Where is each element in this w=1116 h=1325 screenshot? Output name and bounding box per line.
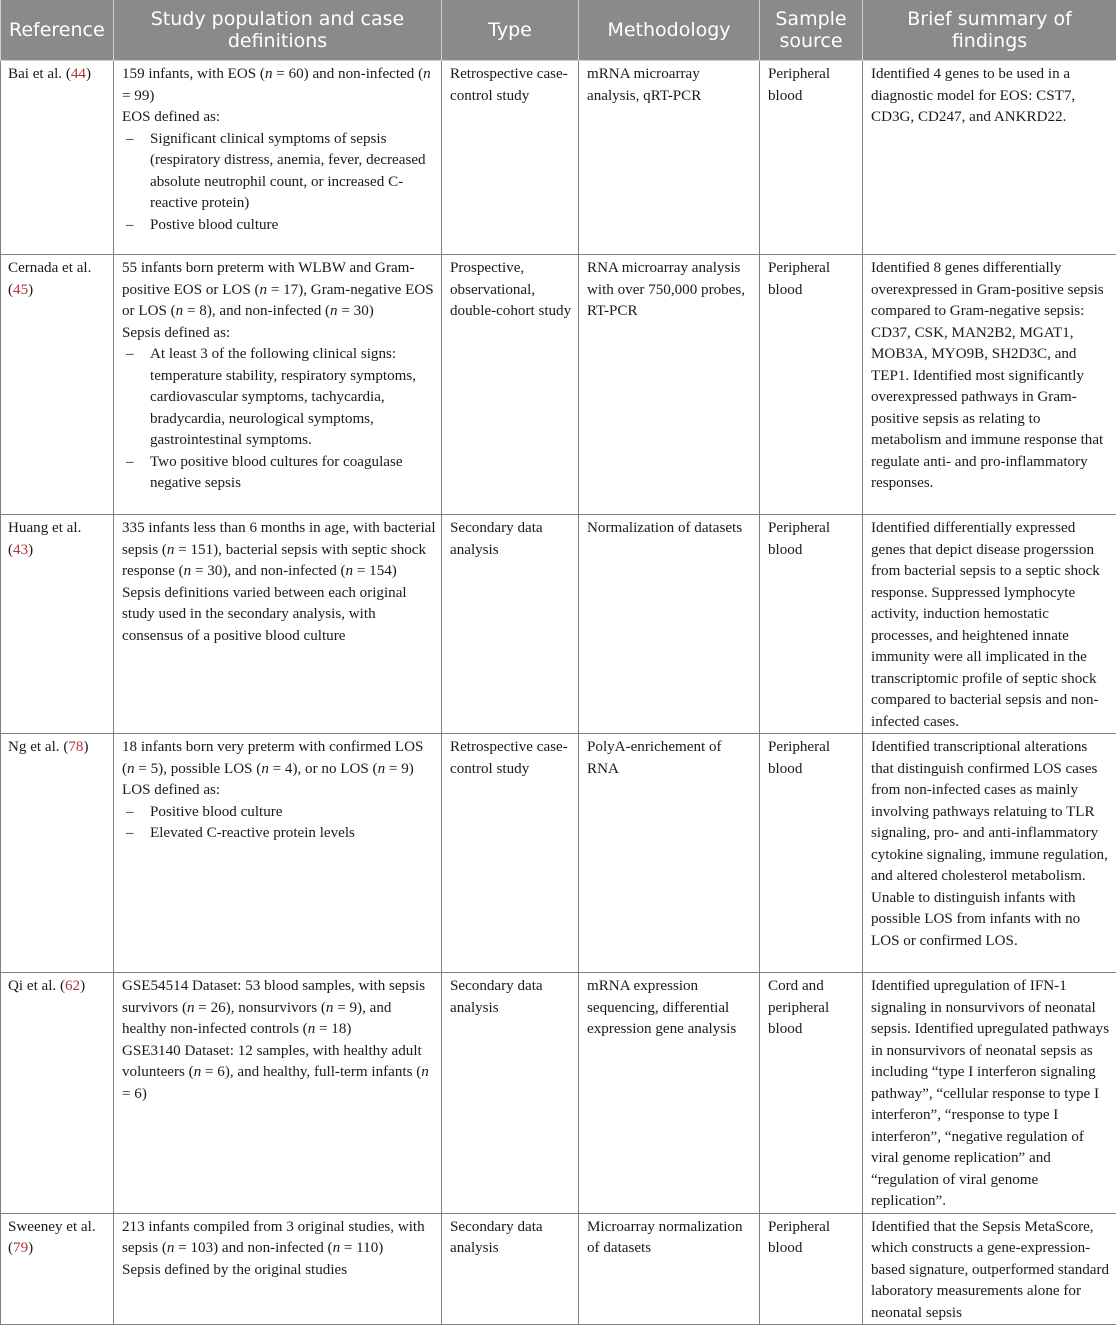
population-cell: 55 infants born preterm with WLBW and Gram-positive EOS or LOS (n = 17), Gram-negative EOS or LOS (n = 8), and non-infected (n = 30) Sepsis defined as: – At least 3 of the following clinical signs: temperature stability, respiratory symptoms, cardiovascular symptoms, tachycardia, bradycardia, neurological symptoms, gastrointestinal symptoms. – Two positive blood cultures for coagulase negative sepsis bbox=[114, 255, 442, 515]
table-row bbox=[1, 1213, 1116, 1325]
type-cell: Secondary data analysis bbox=[442, 973, 579, 1214]
type-cell: Retrospective case-control study bbox=[442, 734, 579, 973]
methodology-cell: Normalization of datasets bbox=[579, 515, 760, 734]
reference-cell: Huang et al. (43) bbox=[1, 515, 114, 734]
sample-source-cell: Peripheral blood bbox=[760, 515, 863, 734]
methodology-cell: Microarray normalization of datasets bbox=[579, 1213, 760, 1325]
methodology-cell: PolyA-enrichement of RNA bbox=[579, 734, 760, 973]
findings-cell: Identified 8 genes differentially overexpressed in Gram-positive sepsis compared to Gram-negative sepsis: CD37, CSK, MAN2B2, MGAT1, MOB3A, MYO9B, SH2D3C, and TEP1. Identified most significantly overexpressed pathways in Gram-positive sepsis as relating to metabolism and immune response that regulate anti- and pro-inflammatory responses. bbox=[863, 255, 1116, 515]
reference-link[interactable]: 62 bbox=[65, 978, 80, 994]
reference-link[interactable]: 45 bbox=[13, 282, 28, 298]
findings-cell: Identified 4 genes to be used in a diagnostic model for EOS: CST7, CD3G, CD247, and ANKRD22. bbox=[863, 61, 1116, 255]
population-cell: 159 infants, with EOS (n = 60) and non-infected (n = 99) EOS defined as: – Significant clinical symptoms of sepsis (respiratory distress, anemia, fever, decreased absolute neutrophil count, or increased C-reactive protein) – Postive blood culture bbox=[114, 61, 442, 255]
findings-cell: Identified differentially expressed genes that depict disease progerssion from bacterial sepsis to a septic shock response. Suppressed lymphocyte activity, induction hemostatic processes, and heightened innate immunity were all implicated in the transcriptomic profile of septic shock compared to bacterial sepsis and non-infected cases. bbox=[863, 515, 1116, 734]
population-cell: 18 infants born very preterm with confirmed LOS (n = 5), possible LOS (n = 4), or no LOS (n = 9) LOS defined as: – Positive blood culture – Elevated C-reactive protein levels bbox=[114, 734, 442, 973]
reference-link[interactable]: 79 bbox=[13, 1240, 28, 1256]
header-findings: Brief summary of findings bbox=[863, 0, 1116, 61]
type-cell: Secondary data analysis bbox=[442, 515, 579, 734]
reference-cell: Ng et al. (78) bbox=[1, 734, 114, 973]
list-item: – Two positive blood cultures for coagulase negative sepsis bbox=[122, 452, 437, 495]
reference-link[interactable]: 78 bbox=[68, 739, 83, 755]
reference-link[interactable]: 43 bbox=[13, 542, 28, 558]
table-row bbox=[1, 61, 1116, 255]
methodology-cell: mRNA expression sequencing, differential expression gene analysis bbox=[579, 973, 760, 1214]
table-row bbox=[1, 515, 1116, 734]
table-row bbox=[1, 734, 1116, 973]
header-sample-source: Sample source bbox=[760, 0, 863, 61]
sample-source-cell: Peripheral blood bbox=[760, 1213, 863, 1325]
sample-source-cell: Cord and peripheral blood bbox=[760, 973, 863, 1214]
population-cell: GSE54514 Dataset: 53 blood samples, with sepsis survivors (n = 26), nonsurvivors (n = 9), and healthy non-infected controls (n = 18) GSE3140 Dataset: 12 samples, with healthy adult volunteers (n = 6), and healthy, full-term infants (n = 6) bbox=[114, 973, 442, 1214]
sample-source-cell: Peripheral blood bbox=[760, 61, 863, 255]
header-type: Type bbox=[442, 0, 579, 61]
sample-source-cell: Peripheral blood bbox=[760, 734, 863, 973]
sample-source-cell: Peripheral blood bbox=[760, 255, 863, 515]
list-item: – At least 3 of the following clinical signs: temperature stability, respiratory symptoms, cardiovascular symptoms, tachycardia, bradycardia, neurological symptoms, gastrointestinal symptoms. bbox=[122, 344, 437, 452]
type-cell: Retrospective case-control study bbox=[442, 61, 579, 255]
methodology-cell: RNA microarray analysis with over 750,000 probes, RT-PCR bbox=[579, 255, 760, 515]
population-cell: 335 infants less than 6 months in age, with bacterial sepsis (n = 151), bacterial sepsis with septic shock response (n = 30), and non-infected (n = 154) Sepsis definitions varied between each original study used in the secondary analysis, with consensus of a positive blood culture bbox=[114, 515, 442, 734]
reference-cell: Qi et al. (62) bbox=[1, 973, 114, 1214]
population-cell: 213 infants compiled from 3 original studies, with sepsis (n = 103) and non-infected (n = 110) Sepsis defined by the original studies bbox=[114, 1213, 442, 1325]
header-reference: Reference bbox=[1, 0, 114, 61]
header-population: Study population and case definitions bbox=[114, 0, 442, 61]
table-row bbox=[1, 255, 1116, 515]
methodology-cell: mRNA microarray analysis, qRT-PCR bbox=[579, 61, 760, 255]
reference-cell: Cernada et al. (45) bbox=[1, 255, 114, 515]
table-row bbox=[1, 973, 1116, 1214]
header-row bbox=[1, 0, 1116, 61]
list-item: – Postive blood culture bbox=[122, 215, 437, 237]
reference-link[interactable]: 44 bbox=[71, 66, 86, 82]
findings-cell: Identified that the Sepsis MetaScore, which constructs a gene-expression-based signature, outperformed standard laboratory measurements alone for neonatal sepsis bbox=[863, 1213, 1116, 1325]
list-item: – Significant clinical symptoms of sepsis (respiratory distress, anemia, fever, decreased absolute neutrophil count, or increased C-reactive protein) bbox=[122, 129, 437, 215]
list-item: – Positive blood culture bbox=[122, 802, 437, 824]
header-methodology: Methodology bbox=[579, 0, 760, 61]
reference-cell: Bai et al. (44) bbox=[1, 61, 114, 255]
type-cell: Prospective, observational, double-cohort study bbox=[442, 255, 579, 515]
findings-cell: Identified transcriptional alterations that distinguish confirmed LOS cases from non-infected cases as mainly involving pathways relatuing to TLR signaling, pro- and anti-inflammatory cytokine signaling, immune regulation, and altered cholesterol metabolism. Unable to distinguish infants with possible LOS from infants with no LOS or confirmed LOS. bbox=[863, 734, 1116, 973]
type-cell: Secondary data analysis bbox=[442, 1213, 579, 1325]
findings-cell: Identified upregulation of IFN-1 signaling in nonsurvivors of neonatal sepsis. Identified upregulated pathways in nonsurvivors of neonatal sepsis as including “type I interferon signaling pathway”, “cellular response to type I interferon”, “response to type I interferon”, “negative regulation of viral genome replication” and “regulation of viral genome replication”. bbox=[863, 973, 1116, 1214]
reference-cell: Sweeney et al. (79) bbox=[1, 1213, 114, 1325]
list-item: – Elevated C-reactive protein levels bbox=[122, 823, 437, 845]
